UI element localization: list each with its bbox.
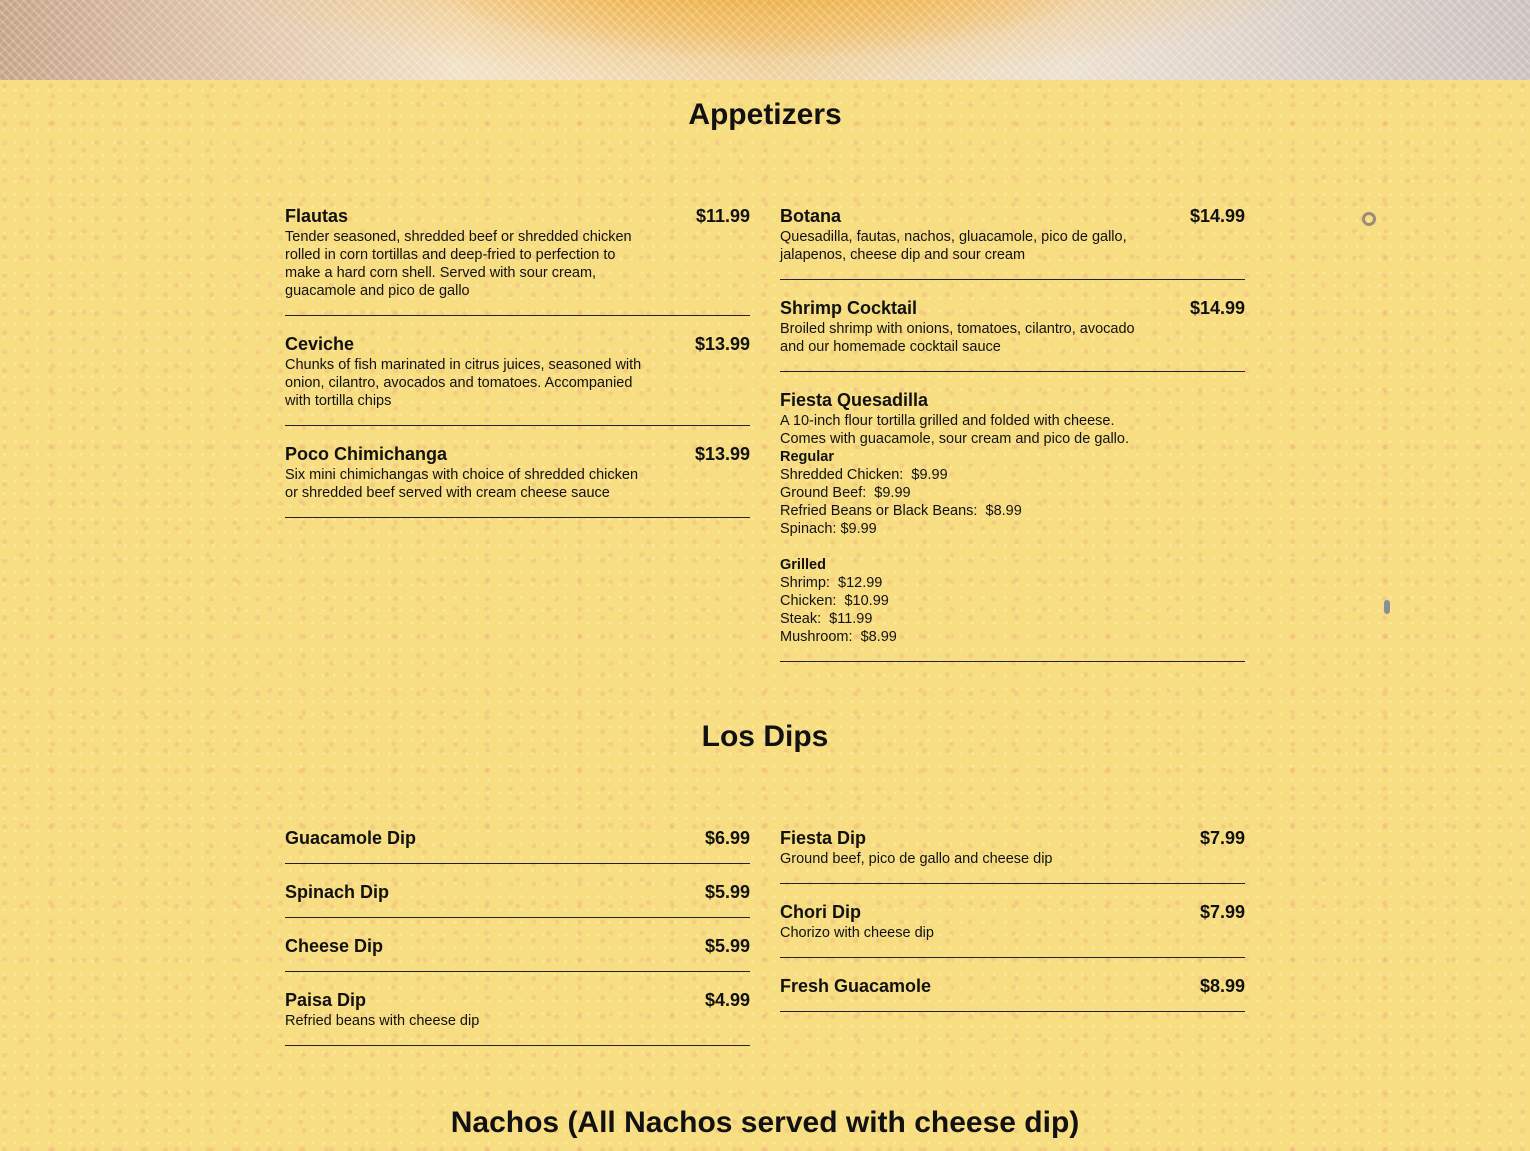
menu-item-fresh-guacamole xyxy=(780,970,1245,1012)
item-name: Cheese Dip xyxy=(285,936,384,956)
item-name: Chori Dip xyxy=(780,902,861,922)
quesadilla-option: Mushroom: $8.99 xyxy=(780,629,897,645)
section-title-dips: Los Dips xyxy=(701,720,829,753)
item-description: Quesadilla, fautas, nachos, gluacamole, pico de gallo, jalapenos, cheese dip and sour cream xyxy=(780,229,1127,263)
quesadilla-description-line: Comes with guacamole, sour cream and pico de gallo. xyxy=(780,431,1129,447)
wall-speck-mark xyxy=(1384,600,1390,614)
stucco-wall-background xyxy=(0,80,1530,1151)
item-price: $14.99 xyxy=(1189,298,1245,318)
item-description: Tender seasoned, shredded beef or shredded chicken rolled in corn tortillas and deep-fried to perfection to make a hard corn shell. Served with sour cream, guacamole and pico de gallo xyxy=(285,229,632,299)
item-name: Spinach Dip xyxy=(285,882,390,902)
item-price: $11.99 xyxy=(695,206,750,226)
hero-tablecloth-texture xyxy=(0,0,1530,80)
quesadilla-option: Ground Beef: $9.99 xyxy=(780,485,911,501)
item-name: Botana xyxy=(780,206,842,226)
menu-item-cheese-dip xyxy=(285,930,750,972)
quesadilla-details xyxy=(780,412,1245,661)
item-price: $4.99 xyxy=(704,990,750,1010)
menu-item-shrimp-cocktail xyxy=(780,292,1245,372)
quesadilla-grilled-heading: Grilled xyxy=(780,557,826,573)
menu-item-guacamole-dip xyxy=(285,822,750,864)
quesadilla-regular-heading: Regular xyxy=(780,449,834,465)
hero-food-image xyxy=(0,0,1530,80)
item-name: Shrimp Cocktail xyxy=(780,298,918,318)
item-name: Flautas xyxy=(285,206,349,226)
wall-ring-mark xyxy=(1362,212,1376,226)
quesadilla-option: Shredded Chicken: $9.99 xyxy=(780,467,948,483)
menu-item-fiesta-dip xyxy=(780,822,1245,884)
item-price: $13.99 xyxy=(694,334,750,354)
appetizers-left-column xyxy=(285,200,750,518)
menu-item-flautas xyxy=(285,200,750,316)
item-price: $7.99 xyxy=(1199,828,1245,848)
item-price: $7.99 xyxy=(1199,902,1245,922)
item-name: Paisa Dip xyxy=(285,990,367,1010)
quesadilla-option: Steak: $11.99 xyxy=(780,611,873,627)
item-description: Ground beef, pico de gallo and cheese dip xyxy=(780,851,1053,867)
item-description: Chorizo with cheese dip xyxy=(780,925,934,941)
item-description: Six mini chimichangas with choice of shredded chicken or shredded beef served with cream cheese sauce xyxy=(285,467,639,501)
item-name: Fiesta Dip xyxy=(780,828,867,848)
item-name: Fresh Guacamole xyxy=(780,976,932,996)
menu-item-paisa-dip xyxy=(285,984,750,1046)
dips-right-column xyxy=(780,822,1245,1012)
menu-item-ceviche xyxy=(285,328,750,426)
menu-item-botana xyxy=(780,200,1245,280)
dips-left-column xyxy=(285,822,750,1046)
menu-item-chori-dip xyxy=(780,896,1245,958)
item-price: $13.99 xyxy=(694,444,750,464)
item-price: $6.99 xyxy=(704,828,750,848)
item-name: Ceviche xyxy=(285,334,355,354)
quesadilla-option: Chicken: $10.99 xyxy=(780,593,889,609)
item-description: Broiled shrimp with onions, tomatoes, cilantro, avocado and our homemade cocktail sauce xyxy=(780,321,1135,355)
item-price: $8.99 xyxy=(1199,976,1245,996)
quesadilla-option: Refried Beans or Black Beans: $8.99 xyxy=(780,503,1022,519)
quesadilla-option: Spinach: $9.99 xyxy=(780,521,877,537)
spacer xyxy=(780,538,1245,556)
item-description: Refried beans with cheese dip xyxy=(285,1013,480,1029)
menu-item-fiesta-quesadilla xyxy=(780,384,1245,662)
menu-item-poco-chimichanga xyxy=(285,438,750,518)
item-description: Chunks of fish marinated in citrus juices, seasoned with onion, cilantro, avocados and tomatoes. Accompanied with tortilla chips xyxy=(285,357,642,409)
menu-item-spinach-dip xyxy=(285,876,750,918)
item-name: Poco Chimichanga xyxy=(285,444,448,464)
section-title-nachos: Nachos (All Nachos served with cheese dip) xyxy=(450,1106,1080,1139)
appetizers-right-column xyxy=(780,200,1245,662)
item-price: $14.99 xyxy=(1189,206,1245,226)
quesadilla-description-line: A 10-inch flour tortilla grilled and folded with cheese. xyxy=(780,413,1115,429)
item-price: $5.99 xyxy=(704,936,750,956)
item-name: Fiesta Quesadilla xyxy=(780,390,929,410)
item-price: $5.99 xyxy=(704,882,750,902)
item-name: Guacamole Dip xyxy=(285,828,417,848)
quesadilla-option: Shrimp: $12.99 xyxy=(780,575,883,591)
section-title-appetizers: Appetizers xyxy=(688,98,842,131)
